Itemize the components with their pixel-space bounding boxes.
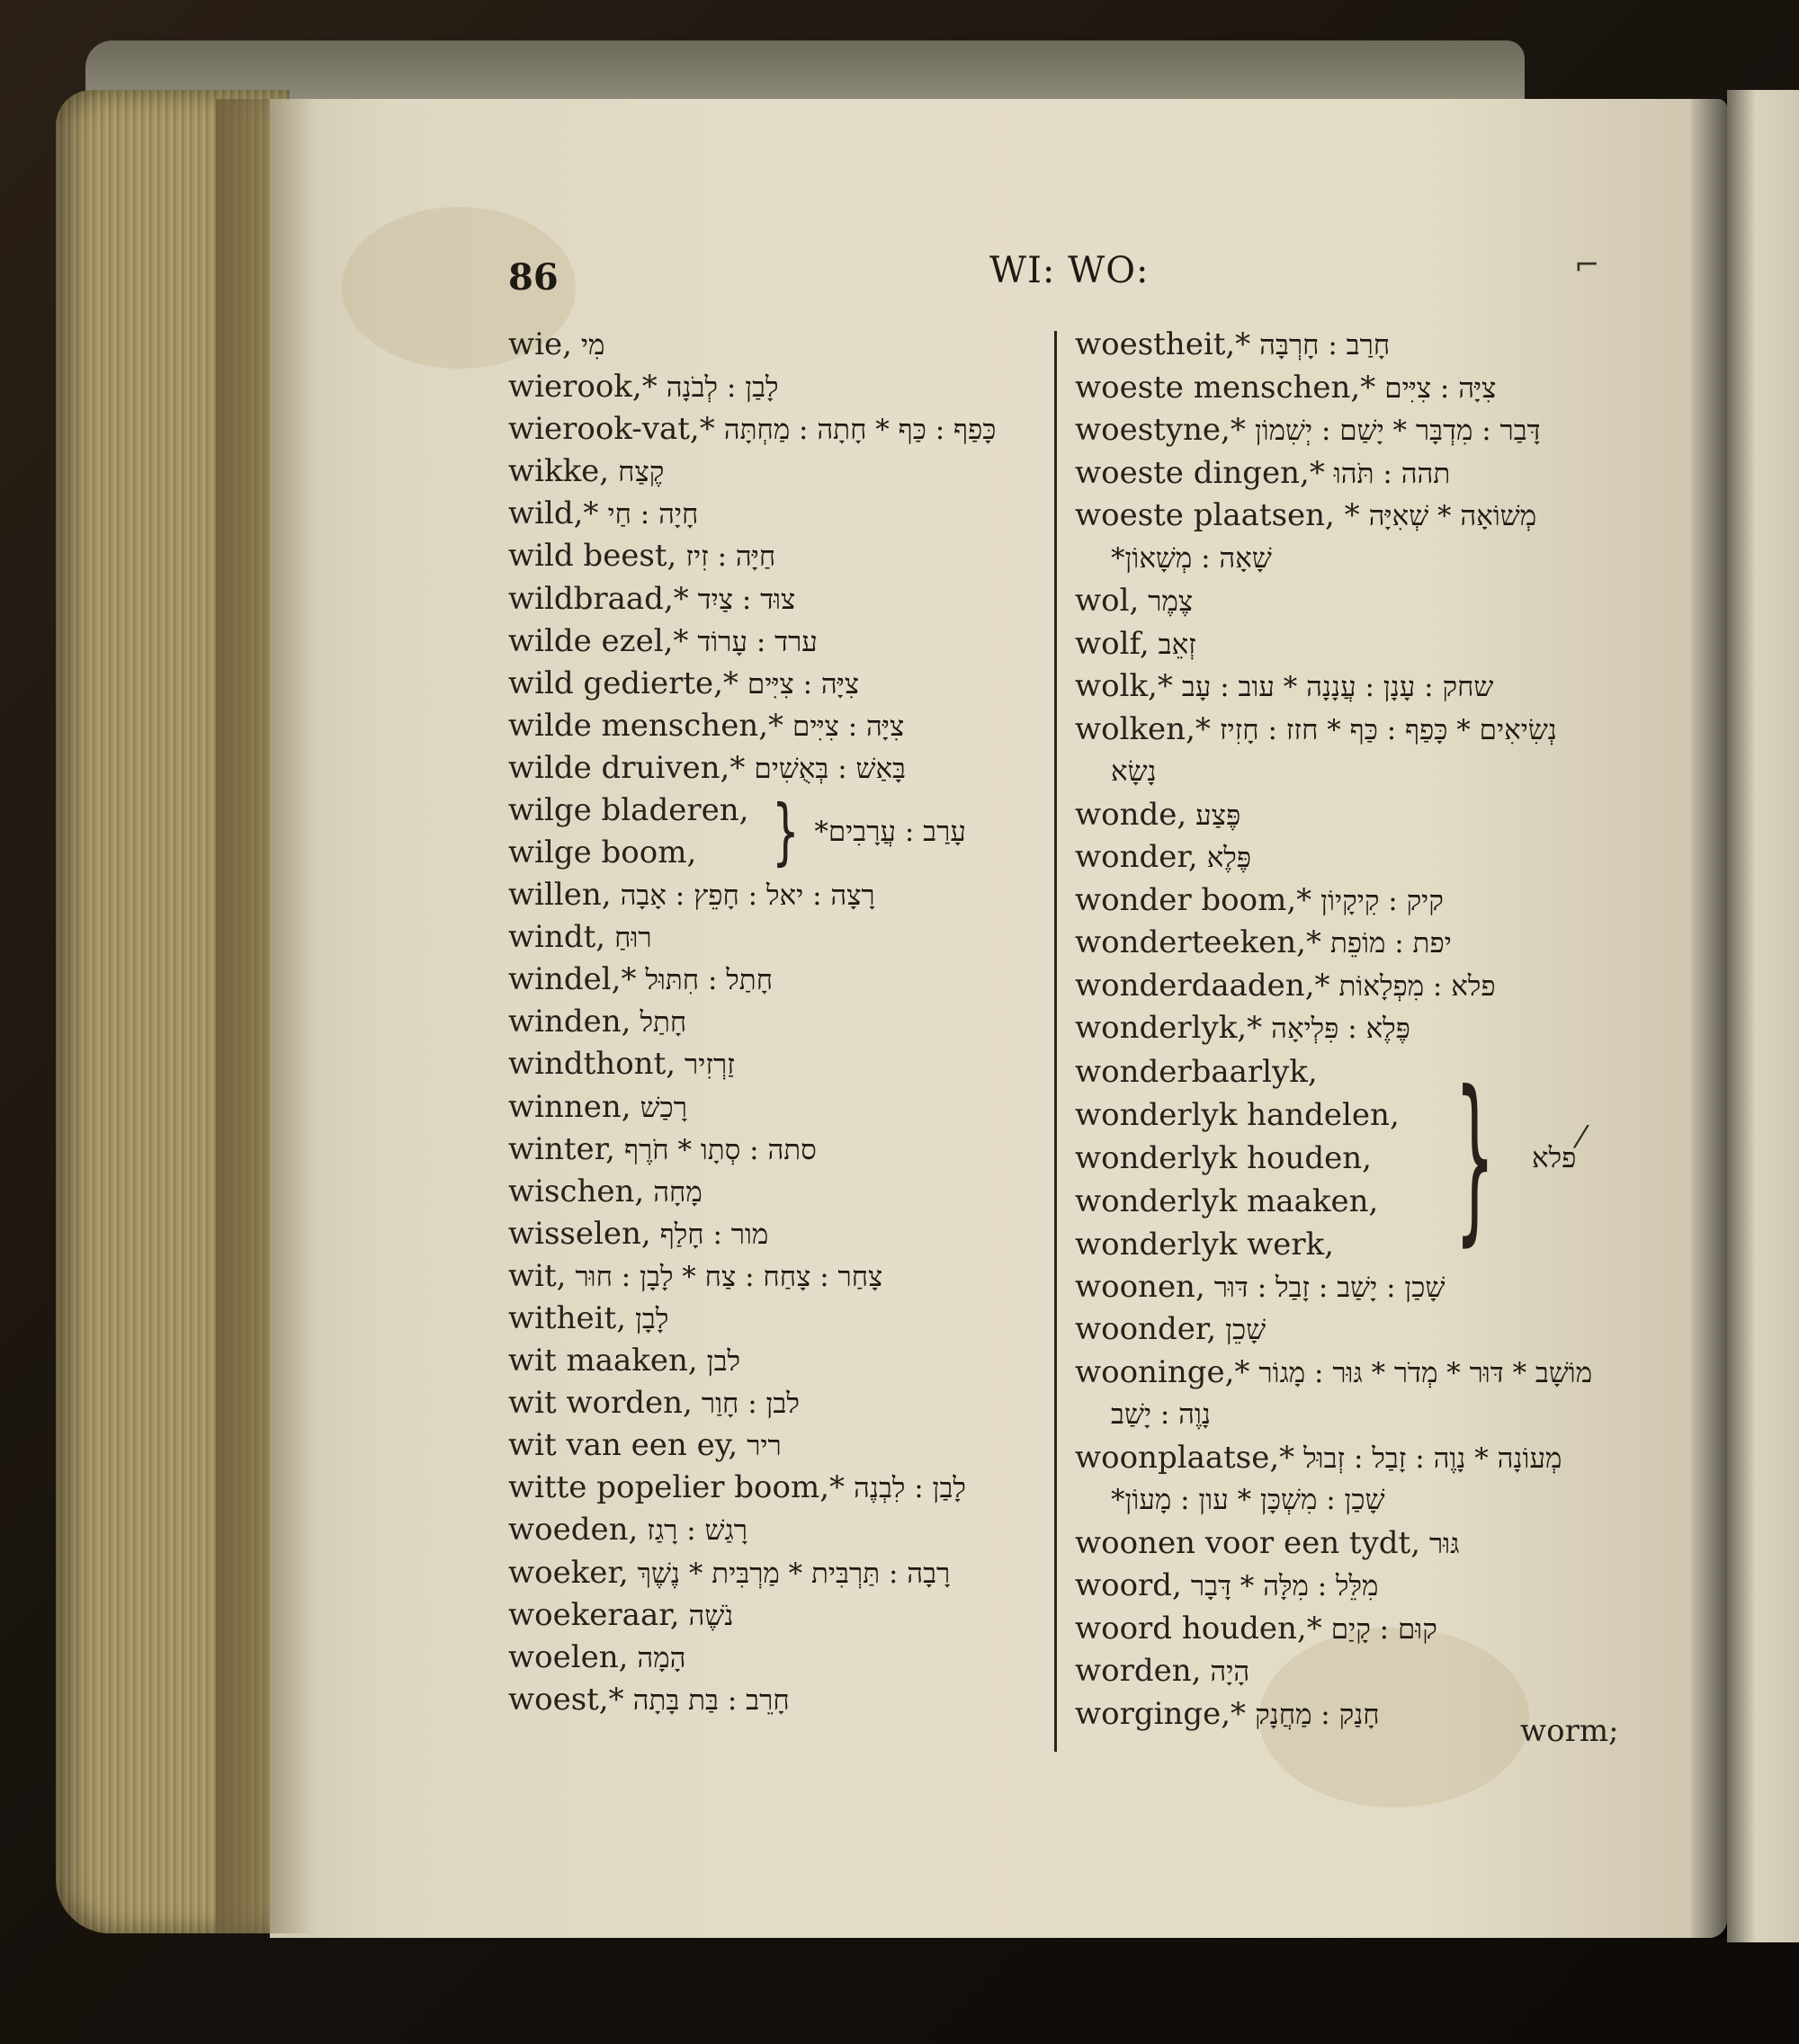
hebrew-translation: זַרְזִיר (685, 1049, 735, 1082)
hebrew-translation: חָתַל (640, 1006, 687, 1040)
entry-word: woonen, (1075, 1268, 1205, 1305)
left-column (508, 324, 1012, 1721)
dictionary-entry (508, 535, 1012, 577)
dictionary-entry (1075, 1266, 1579, 1309)
entry-word: woeker, (508, 1554, 629, 1591)
hebrew-translation: קיק : קִיקָיוֹן (1320, 884, 1444, 917)
hebrew-translation: מְשׁוֹאָה * שְׁאִיָּה (1368, 500, 1537, 532)
entry-word: woord houden,* (1075, 1610, 1322, 1647)
hebrew-translation: גּוּר (1429, 1527, 1460, 1560)
entry-word: woonen voor een tydt, (1075, 1524, 1421, 1561)
hebrew-translation: רוּחַ (614, 922, 652, 955)
hebrew-translation: פֶּצַע (1195, 799, 1241, 832)
hebrew-translation: כָּפַף : כַּף * חָתָה : מַחְתָּה (723, 414, 997, 447)
entry-word: wonderlyk werk, (1075, 1226, 1334, 1263)
entry-word: woord, (1075, 1567, 1182, 1603)
hebrew-translation: נָשָׂא (1111, 755, 1157, 788)
entry-word: witte popelier boom,* (508, 1469, 846, 1506)
entry-word: wit, (508, 1257, 567, 1294)
dictionary-entry (508, 1213, 1012, 1255)
hebrew-translation: חַיָּה : זִיז (685, 540, 776, 574)
dictionary-entry (508, 663, 1012, 705)
dictionary-entry (508, 1594, 1012, 1637)
column-divider (1054, 331, 1057, 1752)
entry-word: wonder, (1075, 839, 1198, 875)
hebrew-translation: צֶמֶר (1148, 585, 1194, 618)
dictionary-entry (1075, 367, 1579, 410)
dictionary-entry (1075, 495, 1579, 538)
dictionary-entry (508, 324, 1012, 366)
entry-word: wilde druiven,* (508, 749, 746, 786)
hebrew-translation: צָחַר : צָחַח : צַח * לָבָן : חוּר (575, 1260, 883, 1293)
entry-word: willen, (508, 877, 612, 914)
hebrew-translation: צִיָּה : צִיִּים (747, 667, 860, 701)
dictionary-entry (508, 1679, 1012, 1721)
entry-word: wildbraad,* (508, 580, 689, 617)
dictionary-entry (1075, 538, 1579, 581)
hebrew-translation: בָּאַשׁ : בְּאֻשִׁים (754, 752, 906, 785)
hebrew-translation: חָנַק : מַחֲנָק (1255, 1698, 1380, 1731)
hebrew-translation: קֶצַח (618, 456, 665, 489)
dictionary-entry (1075, 1693, 1579, 1736)
entry-word: wonderbaarlyk, (1075, 1053, 1318, 1090)
dictionary-entry (508, 366, 1012, 408)
entry-word: wonderlyk houden, (1075, 1139, 1372, 1176)
dictionary-entry (1075, 452, 1579, 495)
entry-word: wonder boom,* (1075, 881, 1312, 918)
right-column (1075, 324, 1593, 1736)
entry-word: wolk,* (1075, 668, 1173, 704)
entry-word: wikke, (508, 453, 610, 490)
hebrew-translation: רָצָה : יאל : חָפֵץ : אָבָה (620, 879, 875, 913)
hebrew-translation: שָׁכַן : יָשַׁב : זָבַל : דּוּר (1213, 1271, 1445, 1304)
running-head: WI: WO: (989, 250, 1150, 291)
gutter-shadow (1691, 99, 1727, 1938)
entry-word: wol, (1075, 583, 1140, 619)
entry-word: wild beest, (508, 538, 677, 575)
dictionary-entry (1075, 836, 1579, 879)
hebrew-translation: שָׁכֵן (1225, 1314, 1266, 1346)
hebrew-translation: מור : חָלַף (659, 1218, 769, 1251)
hebrew-translation: רָגַשׁ : רָגַז (647, 1514, 747, 1548)
hebrew-translation: לָבַן : לִבְנֶה (854, 1472, 966, 1505)
hebrew-translation: עָרַב : עֲרָבִים* (814, 816, 966, 849)
dictionary-entry (1075, 1308, 1579, 1352)
dictionary-entry (508, 1637, 1012, 1679)
hebrew-translation: מָחָה (653, 1175, 703, 1209)
dictionary-entry (508, 1467, 1012, 1509)
hebrew-translation: נָוֶה : יָשַׁב (1111, 1398, 1212, 1431)
dictionary-entry (1075, 623, 1579, 666)
entry-word: windt, (508, 919, 606, 956)
hebrew-translation: ערד : עָרוֹד (697, 625, 818, 658)
entry-word: wonderlyk,* (1075, 1010, 1263, 1046)
entry-word: wierook,* (508, 369, 658, 406)
dictionary-entry (508, 959, 1012, 1001)
hebrew-translation: חָרַב : חָרְבָּה (1259, 329, 1391, 361)
dictionary-entry (1075, 1007, 1579, 1050)
dictionary-entry (508, 1086, 1012, 1129)
brace: } (1454, 1052, 1495, 1263)
entry-word: woestyne,* (1075, 412, 1246, 448)
dictionary-entry (508, 1043, 1012, 1085)
hebrew-translation: סתה : סְתָו * חֹרֶף (623, 1133, 817, 1166)
dictionary-entry (1075, 580, 1579, 623)
entry-word: woeden, (508, 1512, 639, 1549)
dictionary-entry (508, 1001, 1012, 1043)
entry-word: wit van een ey, (508, 1427, 738, 1464)
dictionary-entry (508, 916, 1012, 959)
hebrew-translation: מוֹשָׁב * דּוּר * מְדֹר * גּוּר : מָגוֹר (1258, 1356, 1593, 1389)
dictionary-entry (1075, 794, 1579, 837)
dictionary-entry (508, 1298, 1012, 1340)
hebrew-translation: לבן : חָוַר (701, 1388, 800, 1421)
corner-mark: ⌐ (1574, 247, 1600, 283)
hebrew-translation: זְאֵב (1158, 628, 1196, 661)
hebrew-translation: קוּם : קָיַם (1330, 1612, 1437, 1646)
dictionary-entry (1075, 1522, 1579, 1566)
dictionary-entry (508, 874, 1012, 916)
hebrew-translation: לָבַן : לְבֹנָה (666, 371, 779, 405)
entry-word: witheit, (508, 1299, 627, 1336)
entry-word: worden, (1075, 1653, 1202, 1689)
entry-word: woest,* (508, 1681, 624, 1718)
dictionary-entry (1075, 1650, 1579, 1693)
hebrew-translation: חָרֵב : בַּת בָּתָה (632, 1683, 790, 1717)
entry-word: wonderlyk handelen, (1075, 1096, 1400, 1133)
hebrew-translation: דָּבַר : מִדְבָּר * יָשַׁם : יְשִׁמוֹן (1254, 415, 1541, 447)
dictionary-entry (1075, 1608, 1579, 1651)
hebrew-translation: מְעוֹנָה * נָוֶה : זָבַל : זְבוּל (1303, 1442, 1562, 1475)
dictionary-entry (508, 1382, 1012, 1424)
hebrew-translation: הָיָה (1210, 1656, 1250, 1688)
bracket-group (1075, 1050, 1579, 1266)
entry-word: woestheit,* (1075, 326, 1251, 362)
dictionary-entry (508, 747, 1012, 790)
bracket-group (508, 790, 1012, 874)
hebrew-translation: הָמָה (637, 1641, 686, 1674)
dictionary-entry (508, 578, 1012, 620)
entry-word: wonderlyk maaken, (1075, 1183, 1379, 1219)
dictionary-entry (1075, 1352, 1593, 1395)
page-number: 86 (508, 256, 559, 299)
hebrew-translation: חָתַל : חִתּוּל (645, 964, 774, 997)
dictionary-entry (508, 620, 1012, 663)
entry-word: wonderteeken,* (1075, 924, 1321, 960)
entry-word: wilde menschen,* (508, 707, 784, 744)
entry-word: wooninge,* (1075, 1353, 1250, 1390)
entry-word: wild,* (508, 495, 599, 532)
entry-word: wilge boom, (508, 835, 697, 871)
entry-word: wilge bladeren, (508, 792, 749, 829)
entry-word: wischen, (508, 1173, 645, 1209)
entry-word: wonderdaaden,* (1075, 967, 1330, 1004)
dictionary-entry (1075, 879, 1579, 923)
entry-word: woonder, (1075, 1311, 1217, 1347)
entry-word: wolf, (1075, 625, 1150, 662)
dictionary-entry (508, 408, 1012, 451)
hebrew-translation: צִיָּה : צִיִּים (1384, 371, 1497, 405)
hebrew-translation: שָׁכַן : מִשְׁכָּן * עון : מָעוֹן* (1111, 1484, 1385, 1516)
dictionary-entry (1075, 1437, 1579, 1480)
entry-word: wisselen, (508, 1215, 651, 1252)
hebrew-translation: ריר (747, 1430, 782, 1463)
dictionary-entry (508, 1424, 1012, 1467)
entry-word: wit maaken, (508, 1343, 698, 1379)
hebrew-translation: לבן (706, 1345, 741, 1379)
hebrew-translation: שחק : עָנָן : עֲנָנָה * עוב : עָב (1181, 671, 1494, 703)
hebrew-translation: צִיָּה : צִיִּים (792, 710, 905, 743)
dictionary-entry (1075, 709, 1579, 752)
hebrew-translation: פֶּלֶא : פִּלְיאָה (1271, 1013, 1410, 1045)
hebrew-translation: נְשִׂיאִים * כָּפַף : כַּף * חזז : חָזִיז (1219, 713, 1557, 746)
dictionary-entry (1075, 965, 1579, 1008)
dictionary-entry (1075, 324, 1579, 367)
entry-word: winter, (508, 1130, 615, 1167)
dictionary-entry (508, 1340, 1012, 1382)
entry-word: wild gedierte,* (508, 665, 738, 701)
hebrew-translation: מִי (580, 329, 605, 361)
entry-word: wierook-vat,* (508, 411, 715, 448)
entry-word: windel,* (508, 961, 637, 998)
entry-word: woeste menschen,* (1075, 369, 1376, 406)
dictionary-entry (508, 705, 1012, 747)
entry-word: wonde, (1075, 796, 1187, 833)
dictionary-entry (1075, 1394, 1579, 1437)
hebrew-translation: מִלֵּל : מִלָּה * דָּבָר (1190, 1570, 1379, 1602)
dictionary-entry (508, 1255, 1012, 1298)
dictionary-entry (508, 1509, 1012, 1551)
hebrew-translation: שָׁאָה : מְשָׁאוֹן* (1111, 541, 1272, 575)
hebrew-translation: יפת : מוֹפֵת (1329, 927, 1452, 960)
hebrew-translation: צוּד : צַיִד (697, 583, 796, 616)
hebrew-translation: פלא : מִפְלָאוֹת (1338, 969, 1496, 1003)
entry-word: worginge,* (1075, 1695, 1247, 1732)
edge-shadow (216, 99, 315, 1933)
entry-word: wit worden, (508, 1385, 693, 1422)
dictionary-entry (1075, 665, 1579, 709)
entry-word: winnen, (508, 1088, 631, 1125)
brace: } (772, 790, 801, 874)
hebrew-translation: תהה : תֹּהוּ (1333, 457, 1451, 490)
entry-word: wilde ezel,* (508, 622, 689, 659)
catchword: worm; (1520, 1713, 1619, 1749)
entry-word: woonplaatse,* (1075, 1439, 1295, 1476)
dictionary-entry (1075, 409, 1579, 452)
dictionary-entry (1075, 1479, 1579, 1522)
hebrew-translation: חָיָה : חַי (607, 498, 699, 531)
entry-word: wolken,* (1075, 710, 1211, 747)
dictionary-entry (1075, 1565, 1579, 1608)
entry-word: winden, (508, 1004, 631, 1040)
dictionary-entry (1075, 922, 1579, 965)
hebrew-translation: פֶּלֶא (1206, 842, 1252, 874)
entry-word: woeste dingen,* (1075, 454, 1325, 491)
hebrew-translation: פלא (1532, 1141, 1577, 1174)
facing-page-edge (1727, 90, 1799, 1942)
dictionary-entry (508, 451, 1012, 493)
pencil-mark: ⁄ (1579, 1120, 1584, 1156)
dictionary-entry (508, 1171, 1012, 1213)
dictionary-entry (508, 493, 1012, 535)
dictionary-entry (508, 1129, 1012, 1171)
entry-word: wie, (508, 326, 572, 362)
hebrew-translation: רָכַשׁ (640, 1091, 687, 1124)
dictionary-entry (508, 1552, 1012, 1594)
hebrew-translation: נֹשֶׁה (688, 1599, 734, 1632)
entry-word: woelen, (508, 1638, 629, 1675)
hebrew-translation: רָבָה : תַּרְבִּית * מַרְבִּית * נֶשֶׁךְ (637, 1557, 951, 1590)
hebrew-translation: לָבָן (635, 1302, 669, 1335)
entry-word: woeste plaatsen, * (1075, 497, 1360, 533)
entry-word: windthont, (508, 1046, 676, 1083)
dictionary-entry (1075, 751, 1579, 794)
entry-word: woekeraar, (508, 1596, 680, 1633)
